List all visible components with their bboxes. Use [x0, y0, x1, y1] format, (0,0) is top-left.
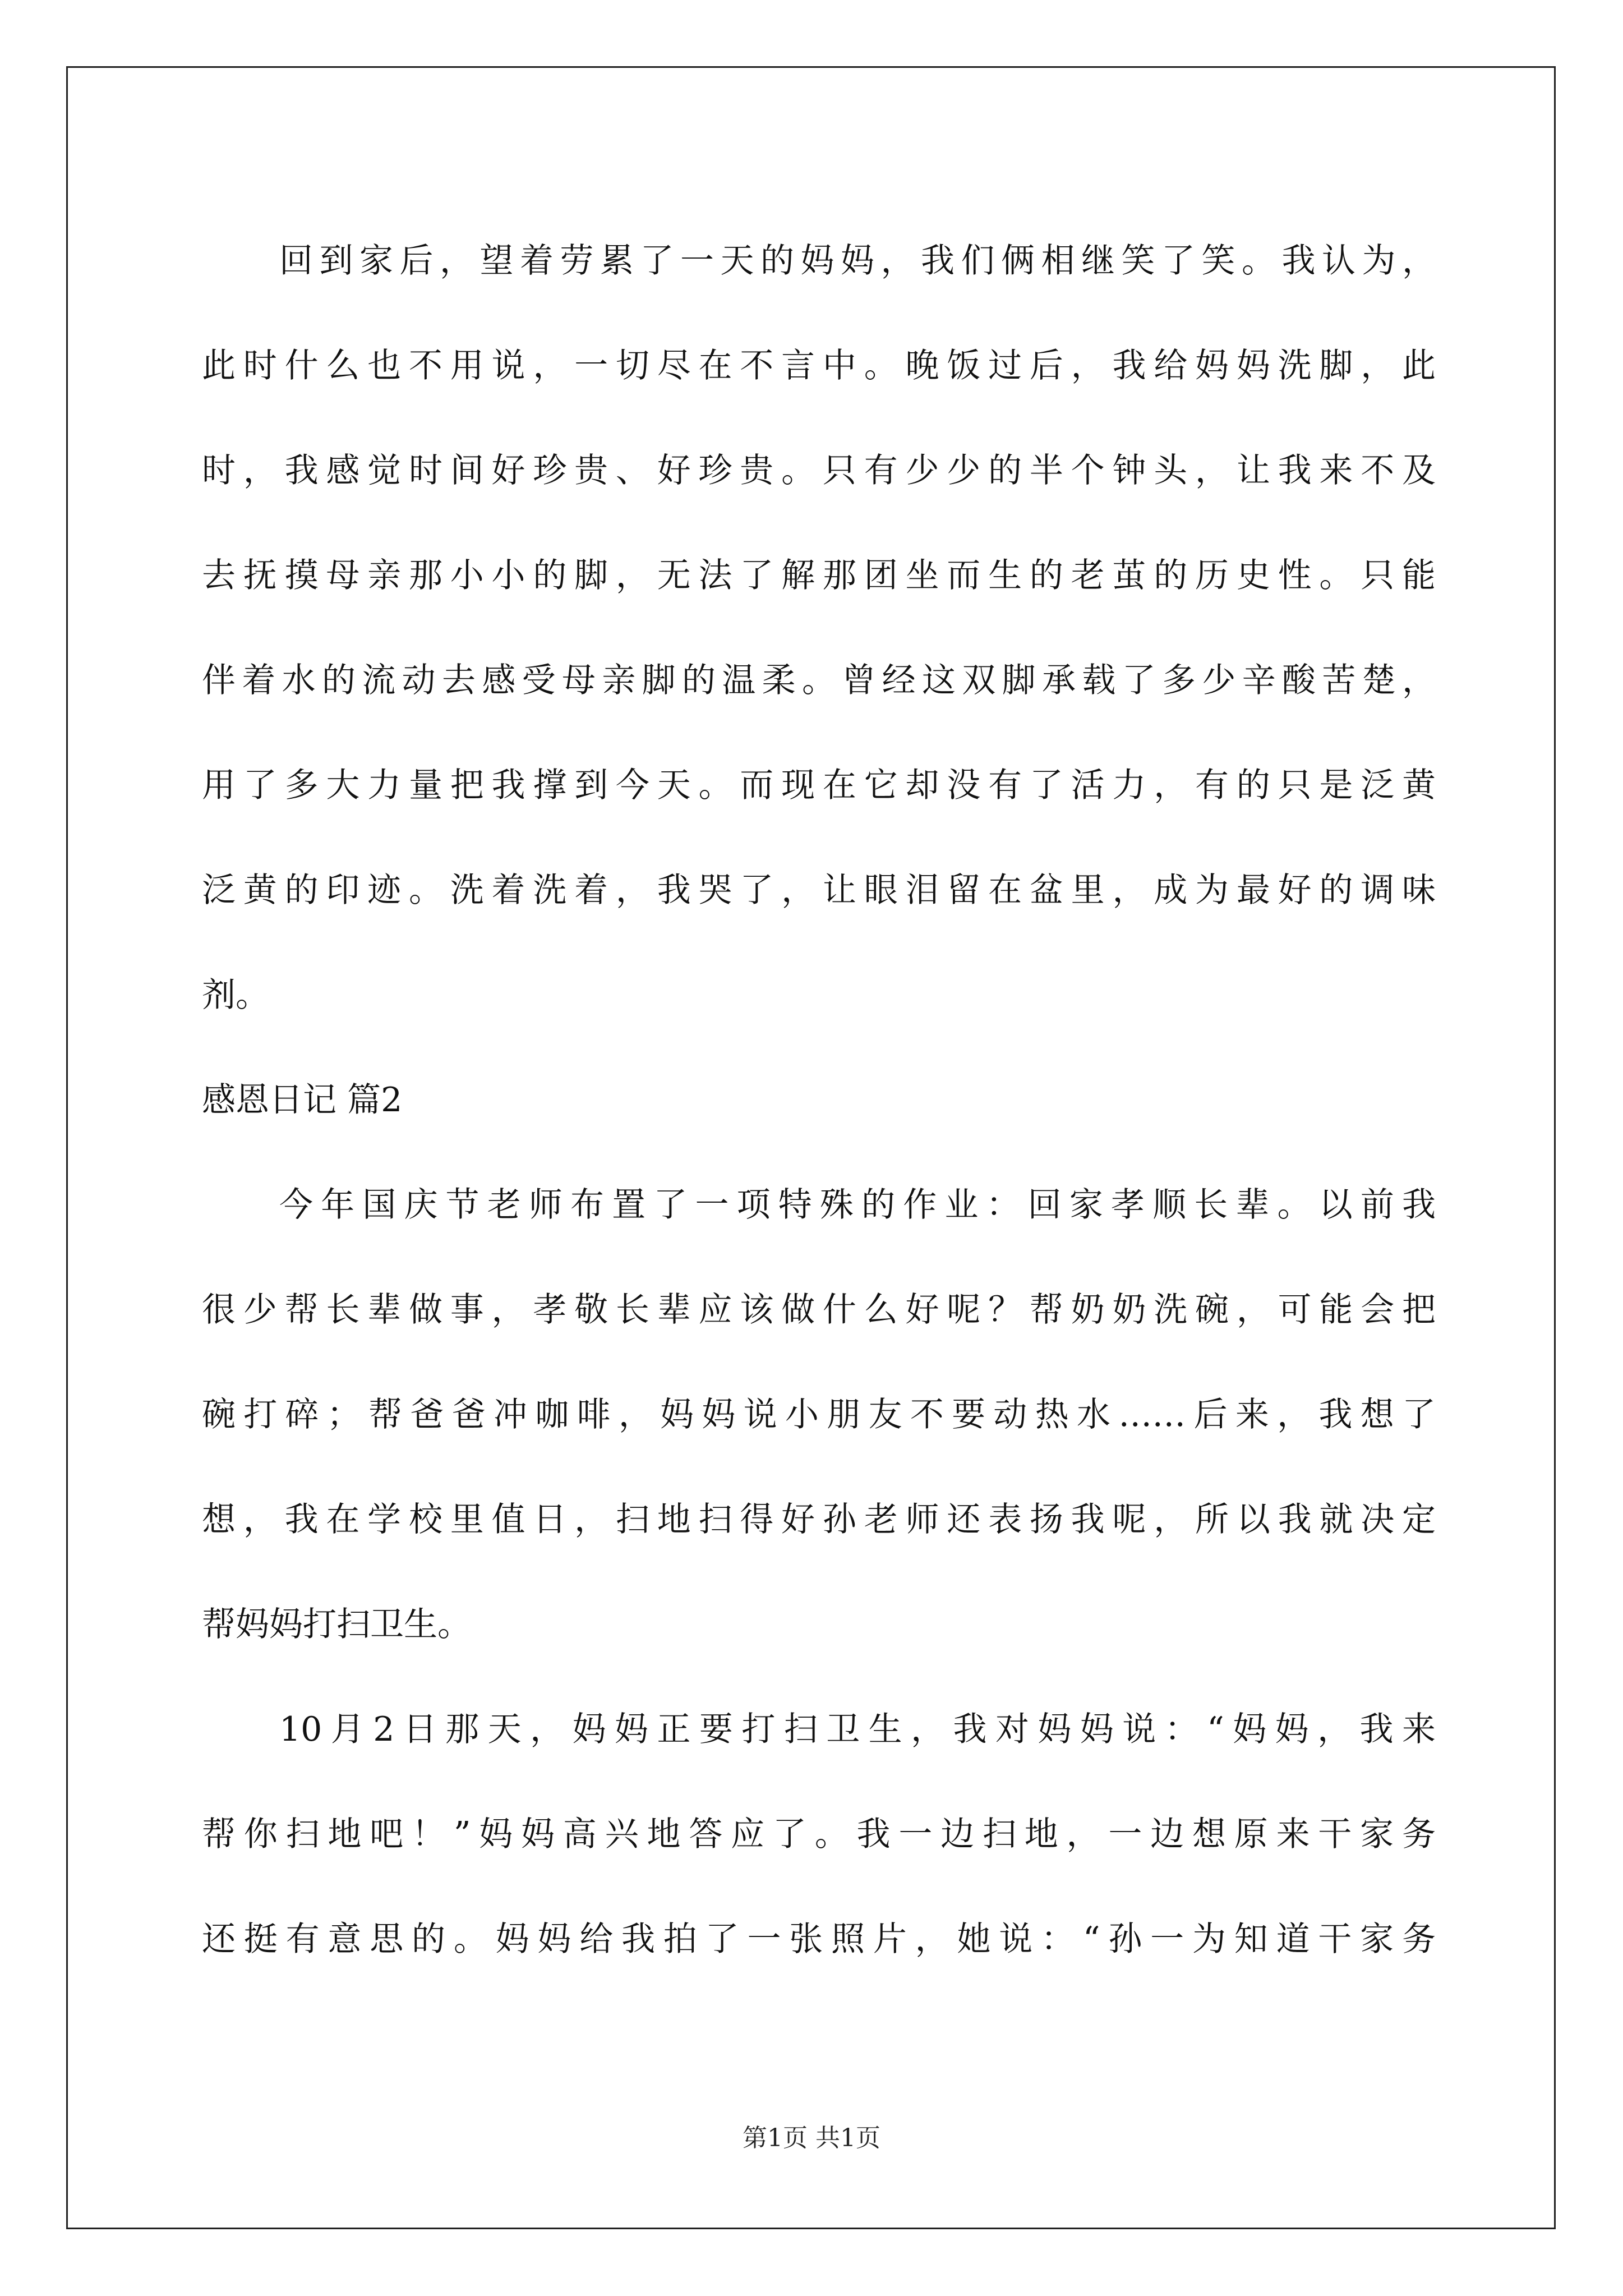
text-line: 时，我感觉时间好珍贵、好珍贵。只有少少的半个钟头，让我来不及	[202, 451, 1436, 490]
text-line: 帮你扫地吧！”妈妈高兴地答应了。我一边扫地，一边想原来干家务	[202, 1815, 1436, 1854]
page-number-footer: 第1页 共1页	[743, 2124, 880, 2152]
text-line: 伴着水的流动去感受母亲脚的温柔。曾经这双脚承载了多少辛酸苦楚，	[202, 661, 1436, 700]
text-line: 还挺有意思的。妈妈给我拍了一张照片，她说：“孙一为知道干家务	[202, 1920, 1436, 1959]
text-line: 碗打碎；帮爸爸冲咖啡，妈妈说小朋友不要动热水……后来，我想了	[202, 1395, 1436, 1434]
text-line: 10月2日那天，妈妈正要打扫卫生，我对妈妈说：“妈妈，我来	[279, 1710, 1436, 1749]
text-line: 帮妈妈打扫卫生。	[202, 1605, 471, 1644]
text-line: 去抚摸母亲那小小的脚，无法了解那团坐而生的老茧的历史性。只能	[202, 556, 1436, 595]
text-line: 回到家后，望着劳累了一天的妈妈，我们俩相继笑了笑。我认为，	[279, 241, 1436, 280]
text-line: 泛黄的印迹。洗着洗着，我哭了，让眼泪留在盆里，成为最好的调味	[202, 871, 1436, 910]
text-line: 很少帮长辈做事，孝敬长辈应该做什么好呢？帮奶奶洗碗，可能会把	[202, 1290, 1436, 1329]
text-line: 想，我在学校里值日，扫地扫得好孙老师还表扬我呢，所以我就决定	[202, 1500, 1436, 1539]
document-body	[202, 209, 1436, 1992]
text-line: 今年国庆节老师布置了一项特殊的作业：回家孝顺长辈。以前我	[279, 1185, 1436, 1225]
section-heading: 感恩日记 篇2	[202, 1080, 403, 1120]
text-line: 用了多大力量把我撑到今天。而现在它却没有了活力，有的只是泛黄	[202, 766, 1436, 805]
text-line: 剂。	[202, 976, 269, 1015]
text-line: 此时什么也不用说，一切尽在不言中。晚饭过后，我给妈妈洗脚，此	[202, 346, 1436, 385]
